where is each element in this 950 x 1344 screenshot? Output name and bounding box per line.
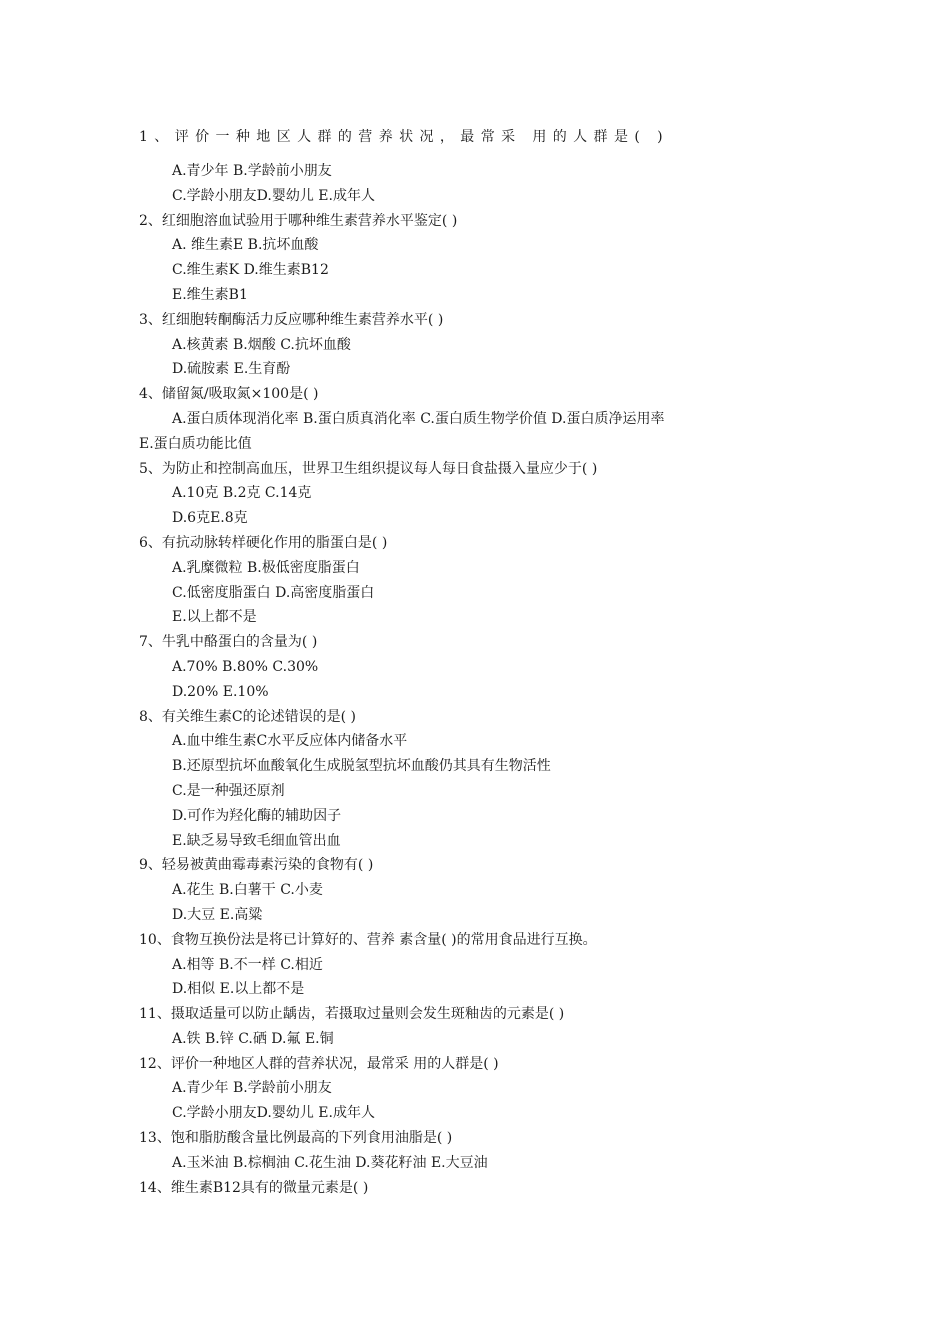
- option-line: A.核黄素 B.烟酸 C.抗坏血酸: [172, 336, 351, 353]
- option-line: A.青少年 B.学龄前小朋友: [172, 163, 332, 179]
- option-line: A. 维生素E B.抗坏血酸: [172, 237, 319, 254]
- option-line: D.20% E.10%: [172, 683, 269, 700]
- option-line: D.大豆 E.高粱: [172, 906, 263, 923]
- option-line: C.学龄小朋友D.婴幼儿 E.成年人: [172, 1105, 375, 1122]
- option-line: A.青少年 B.学龄前小朋友: [172, 1080, 332, 1097]
- question-line: 8、有关维生素C的论述错误的是( ): [139, 708, 356, 725]
- option-line: D.6克E.8克: [172, 510, 248, 527]
- question-line: 1、评价一种地区人群的营养状况，最常采 用的人群是( ): [139, 129, 669, 145]
- question-line: 11、摄取适量可以防止龋齿，若摄取过量则会发生斑釉齿的元素是( ): [139, 1006, 565, 1023]
- option-line: C.学龄小朋友D.婴幼儿 E.成年人: [172, 187, 375, 204]
- option-line: A.乳糜微粒 B.极低密度脂蛋白: [172, 559, 360, 576]
- option-line: E.缺乏易导致毛细血管出血: [172, 832, 341, 849]
- question-line: 6、有抗动脉转样硬化作用的脂蛋白是( ): [139, 534, 388, 551]
- question-line: 9、轻易被黄曲霉毒素污染的食物有( ): [139, 857, 374, 874]
- question-line: 2、红细胞溶血试验用于哪种维生素营养水平鉴定( ): [139, 212, 458, 229]
- option-line: A.10克 B.2克 C.14克: [172, 485, 312, 502]
- option-line: A.蛋白质体现消化率 B.蛋白质真消化率 C.蛋白质生物学价值 D.蛋白质净运用率: [172, 410, 665, 427]
- option-line: D.硫胺素 E.生育酚: [172, 361, 291, 378]
- question-line: 4、储留氮/吸取氮×100是( ): [139, 386, 319, 403]
- question-line: 12、评价一种地区人群的营养状况，最常采 用的人群是( ): [139, 1055, 499, 1072]
- question-line: 13、饱和脂肪酸含量比例最高的下列食用油脂是( ): [139, 1130, 453, 1147]
- option-line: A.相等 B.不一样 C.相近: [172, 956, 323, 973]
- option-wrap-line: E.蛋白质功能比值: [139, 435, 252, 452]
- option-line: B.还原型抗坏血酸氧化生成脱氢型抗坏血酸仍其具有生物活性: [172, 758, 551, 775]
- option-line: E.维生素B1: [172, 286, 248, 303]
- question-line: 7、牛乳中酪蛋白的含量为( ): [139, 634, 318, 651]
- option-line: A.血中维生素C水平反应体内储备水平: [172, 733, 408, 750]
- option-line: C.低密度脂蛋白 D.高密度脂蛋白: [172, 584, 375, 601]
- question-line: 10、食物互换份法是将已计算好的、营养 素含量( )的常用食品进行互换。: [139, 931, 597, 948]
- option-line: C.是一种强还原剂: [172, 782, 285, 799]
- option-line: A.70% B.80% C.30%: [172, 658, 319, 675]
- option-line: D.相似 E.以上都不是: [172, 981, 305, 998]
- option-line: E.以上都不是: [172, 609, 257, 626]
- option-line: A.花生 B.白薯干 C.小麦: [172, 882, 323, 899]
- option-line: A.铁 B.锌 C.硒 D.氟 E.铜: [172, 1030, 334, 1047]
- question-line: 3、红细胞转酮酶活力反应哪种维生素营养水平( ): [139, 311, 444, 328]
- question-list: [139, 123, 829, 1200]
- option-line: D.可作为羟化酶的辅助因子: [172, 807, 342, 824]
- option-line: A.玉米油 B.棕榈油 C.花生油 D.葵花籽油 E.大豆油: [172, 1154, 488, 1171]
- option-line: C.维生素K D.维生素B12: [172, 262, 329, 279]
- question-line: 14、维生素B12具有的微量元素是( ): [139, 1179, 369, 1196]
- question-line: 5、为防止和控制高血压，世界卫生组织提议每人每日食盐摄入量应少于( ): [139, 460, 598, 477]
